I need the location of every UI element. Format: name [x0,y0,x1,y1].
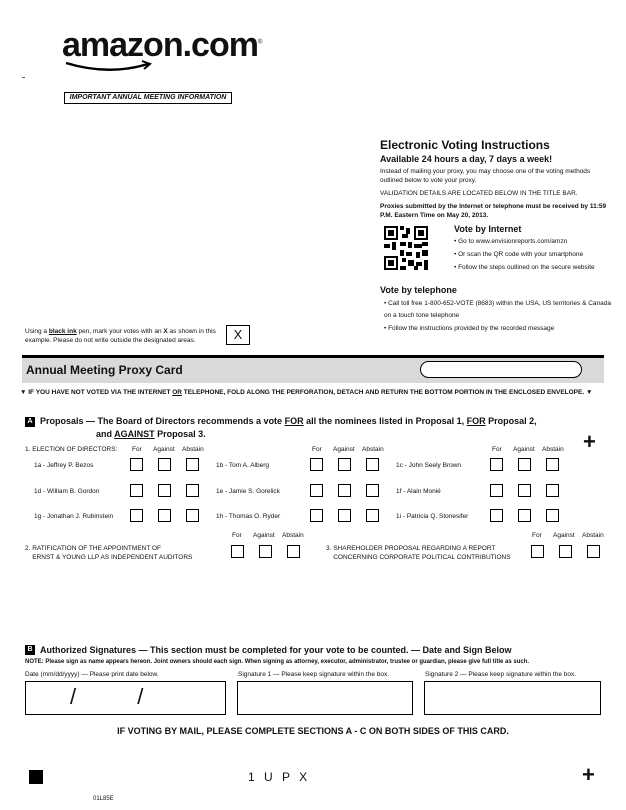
checkbox-1a-abstain[interactable] [186,458,199,471]
list-item: • Go to www.envisionreports.com/amzn [454,238,568,245]
signature-1-label: Signature 1 — Please keep signature within the box. [238,671,390,678]
date-slashes: / / [70,684,144,709]
list-item: • Follow the steps outlined on the secure website [454,264,595,271]
section-a-title: Proposals — The Board of Directors recommends a vote FOR all the nominees listed in Proposal 1, FOR Proposal 2, and AGAINST Proposal 3. [40,416,537,439]
checkbox-1f-for[interactable] [490,484,503,497]
nominee-1i: 1i - Patricia Q. Stonesifer [396,513,469,520]
ink-instructions: Using a black ink pen, mark your votes with an X as shown in this example. Please do not write outside the designated areas. [25,328,216,344]
checkbox-1c-abstain[interactable] [546,458,559,471]
vote-telephone-title: Vote by telephone [380,285,457,295]
plus-mark: + [583,429,596,454]
registration-square [29,770,43,784]
nominee-1a: 1a - Jeffrey P. Bezos [34,462,94,469]
proposal-2-text: 2. RATIFICATION OF THE APPOINTMENT OF ERNST & YOUNG LLP AS INDEPENDENT AUDITORS [25,545,193,561]
vote-internet-title: Vote by Internet [454,224,522,234]
date-label: Date (mm/dd/yyyy) — Please print date below. [25,671,159,678]
checkbox-1g-abstain[interactable] [186,509,199,522]
validation-pill [420,361,582,378]
nominee-1b: 1b - Tom A. Alberg [216,462,269,469]
election-label: 1. ELECTION OF DIRECTORS: [25,446,118,453]
col-header-against: Against [253,532,275,539]
checkbox-1f-against[interactable] [518,484,531,497]
checkbox-1b-for[interactable] [310,458,323,471]
col-header-for: For [492,446,502,453]
col-header-against: Against [333,446,355,453]
checkbox-1h-for[interactable] [310,509,323,522]
checkbox-1i-for[interactable] [490,509,503,522]
signature-1-field[interactable] [237,681,413,715]
triangle-down-icon: ▼ [584,389,593,396]
evi-title: Electronic Voting Instructions [380,138,550,152]
checkbox-1c-for[interactable] [490,458,503,471]
important-info-box: IMPORTANT ANNUAL MEETING INFORMATION [64,92,232,104]
list-item: • Call toll free 1-800-652-VOTE (8683) within the USA, US territories & Canada on a touch tone telephone [384,300,611,319]
checkbox-p3-against[interactable] [559,545,572,558]
checkbox-1h-abstain[interactable] [366,509,379,522]
form-id: 01L85E [93,796,114,802]
col-header-for: For [532,532,542,539]
signature-note: NOTE: Please sign as name appears hereon. Joint owners should each sign. When signing as attorney, executor, administrator, trustee or guardian, please give full title as such. [25,659,530,665]
checkbox-p2-abstain[interactable] [287,545,300,558]
nominee-1f: 1f - Alain Monié [396,488,441,495]
qr-code-icon [384,226,428,270]
col-header-against: Against [513,446,535,453]
section-b-title: Authorized Signatures — This section must be completed for your vote to be counted. — Date and Sign Below [40,645,512,655]
checkbox-1g-for[interactable] [130,509,143,522]
checkbox-1e-for[interactable] [310,484,323,497]
col-header-for: For [312,446,322,453]
checkbox-1b-abstain[interactable] [366,458,379,471]
col-header-abstain: Abstain [282,532,304,539]
col-header-against: Against [553,532,575,539]
evi-para-1: Instead of mailing your proxy, you may choose one of the voting methods outlined below to vote your proxy. [380,168,591,184]
fold-tick [22,77,25,78]
proxy-card-title: Annual Meeting Proxy Card [26,363,183,377]
list-item: • Or scan the QR code with your smartphone [454,251,584,258]
checkbox-1f-abstain[interactable] [546,484,559,497]
checkbox-p3-abstain[interactable] [587,545,600,558]
col-header-abstain: Abstain [582,532,604,539]
checkbox-1a-against[interactable] [158,458,171,471]
vote-by-mail-instruction: IF VOTING BY MAIL, PLEASE COMPLETE SECTIONS A - C ON BOTH SIDES OF THIS CARD. [117,726,509,736]
nominee-1h: 1h - Thomas O. Ryder [216,513,281,520]
checkbox-1e-against[interactable] [338,484,351,497]
col-header-abstain: Abstain [362,446,384,453]
col-header-for: For [232,532,242,539]
section-b-badge: B [25,645,35,655]
signature-2-label: Signature 2 — Please keep signature within the box. [425,671,577,678]
example-mark-box: X [226,325,250,345]
date-field[interactable] [25,681,226,715]
nominee-1c: 1c - John Seely Brown [396,462,462,469]
checkbox-1i-abstain[interactable] [546,509,559,522]
col-header-for: For [132,446,142,453]
fold-instruction: ▼ IF YOU HAVE NOT VOTED VIA THE INTERNET OR TELEPHONE, FOLD ALONG THE PERFORATION, DETACH AND RETURN THE BOTTOM PORTION IN THE ENCLOSED ENVELOPE. ▼ [20,389,593,396]
form-code: 1 U P X [248,770,311,784]
nominee-1g: 1g - Jonathan J. Rubinstein [34,513,114,520]
checkbox-p2-against[interactable] [259,545,272,558]
signature-2-field[interactable] [424,681,601,715]
nominee-1e: 1e - Jamie S. Gorelick [216,488,280,495]
checkbox-1c-against[interactable] [518,458,531,471]
evi-para-2: VALIDATION DETAILS ARE LOCATED BELOW IN THE TITLE BAR. [380,190,578,197]
list-item: • Follow the instructions provided by the recorded message [384,325,555,332]
checkbox-1g-against[interactable] [158,509,171,522]
vote-telephone-list [384,298,614,333]
checkbox-1d-for[interactable] [130,484,143,497]
checkbox-1d-abstain[interactable] [186,484,199,497]
checkbox-1d-against[interactable] [158,484,171,497]
proposal-3-text: 3. SHAREHOLDER PROPOSAL REGARDING A REPORT CONCERNING CORPORATE POLITICAL CONTRIBUTIONS [326,545,511,561]
col-header-against: Against [153,446,175,453]
section-a-badge: A [25,417,35,427]
vote-internet-list [454,237,614,276]
checkbox-p3-for[interactable] [531,545,544,558]
checkbox-1h-against[interactable] [338,509,351,522]
triangle-down-icon: ▼ [20,389,29,396]
evi-para-3: Proxies submitted by the Internet or telephone must be received by 11:59 P.M. Eastern Time on May 20, 2013. [380,203,607,219]
checkbox-1b-against[interactable] [338,458,351,471]
amazon-logo: amazon.com® [62,26,262,64]
col-header-abstain: Abstain [182,446,204,453]
evi-subtitle: Available 24 hours a day, 7 days a week! [380,154,553,164]
amazon-smile-icon [64,60,154,74]
checkbox-1a-for[interactable] [130,458,143,471]
plus-mark: + [582,762,595,787]
nominee-1d: 1d - William B. Gordon [34,488,100,495]
checkbox-1e-abstain[interactable] [366,484,379,497]
col-header-abstain: Abstain [542,446,564,453]
checkbox-p2-for[interactable] [231,545,244,558]
checkbox-1i-against[interactable] [518,509,531,522]
